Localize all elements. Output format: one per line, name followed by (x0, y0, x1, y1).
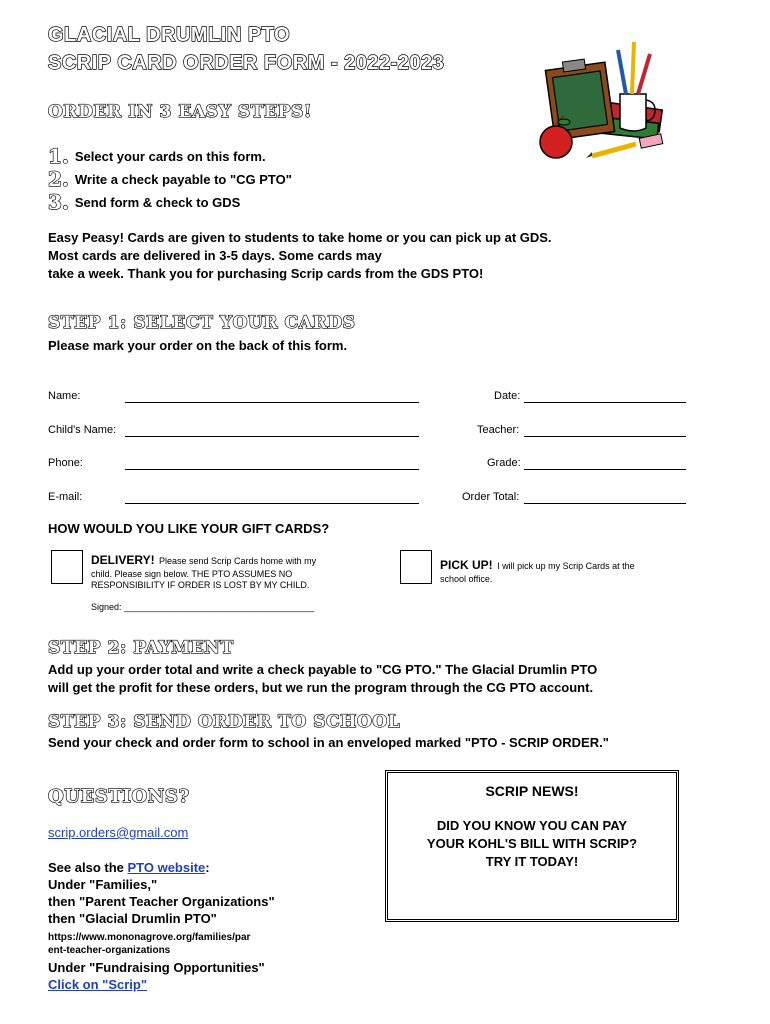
delivery-option (91, 551, 371, 591)
then-gdpto: then "Glacial Drumlin PTO" (48, 911, 217, 926)
childs-name-field[interactable] (125, 436, 419, 437)
intro-line-2: Most cards are delivered in 3-5 days. Some cards may (48, 248, 382, 263)
order-total-field[interactable] (524, 503, 686, 504)
step-item-2 (48, 167, 292, 191)
step2-line-2: will get the profit for these orders, but we run the program through the CG PTO account. (48, 680, 594, 695)
scrip-news-box (385, 770, 679, 922)
step2-heading: STEP 2: PAYMENT (48, 638, 234, 658)
pickup-text-2: school office. (440, 574, 493, 584)
pickup-checkbox[interactable] (400, 550, 432, 584)
news-line-3: TRY IT TODAY! (485, 854, 579, 869)
intro-line-1: Easy Peasy! Cards are given to students to take home or you can pick up at GDS. (48, 230, 552, 245)
step3-heading: STEP 3: SEND ORDER TO SCHOOL (48, 712, 401, 732)
delivery-question: HOW WOULD YOU LIKE YOUR GIFT CARDS? (48, 521, 330, 536)
intro-line-3: take a week. Thank you for purchasing Scrip cards from the GDS PTO! (48, 266, 484, 281)
step1-subtitle: Please mark your order on the back of this form. (48, 338, 348, 353)
email-field[interactable] (125, 503, 419, 504)
form-title-line2: SCRIP CARD ORDER FORM - 2022-2023 (48, 52, 445, 74)
delivery-text-1: Please send Scrip Cards home with my (159, 556, 317, 566)
see-also-suffix: : (205, 860, 210, 875)
news-body (388, 817, 676, 871)
pickup-text-1: I will pick up my Scrip Cards at the (497, 561, 635, 571)
news-line-1: DID YOU KNOW YOU CAN PAY (436, 818, 628, 833)
then-pto: then "Parent Teacher Organizations" (48, 894, 275, 909)
pto-url (48, 931, 250, 957)
form-title-line1: GLACIAL DRUMLIN PTO (48, 24, 291, 46)
name-label: Name: (48, 390, 81, 402)
step-number: 3. (48, 190, 69, 214)
delivery-text-3: RESPONSIBILITY IF ORDER IS LOST BY MY CHILD. (91, 580, 310, 590)
order-steps-heading: ORDER IN 3 EASY STEPS! (48, 102, 312, 122)
teacher-field[interactable] (524, 436, 686, 437)
url-line-2: ent-teacher-organizations (48, 945, 171, 956)
news-line-2: YOUR KOHL'S BILL WITH SCRIP? (426, 836, 638, 851)
childs-name-label: Child's Name: (48, 424, 117, 436)
name-field[interactable] (125, 402, 419, 403)
url-line-1: https://www.mononagrove.org/families/par (48, 932, 251, 943)
school-supplies-clipart (536, 36, 668, 166)
grade-field[interactable] (524, 469, 686, 470)
pto-website-link[interactable]: PTO website (127, 860, 206, 875)
email-label: E-mail: (48, 491, 83, 503)
delivery-title: DELIVERY! (91, 553, 155, 567)
date-label: Date: (494, 390, 521, 402)
signature-line[interactable]: Signed: ______________________________________ (91, 602, 315, 612)
step1-heading: STEP 1: SELECT YOUR CARDS (48, 313, 356, 333)
date-field[interactable] (524, 402, 686, 403)
step-number: 1. (48, 144, 69, 168)
contact-email-link[interactable]: scrip.orders@gmail.com (48, 825, 189, 840)
questions-heading: QUESTIONS? (48, 786, 190, 807)
phone-label: Phone: (48, 457, 83, 469)
order-total-label: Order Total: (462, 491, 520, 503)
teacher-label: Teacher: (477, 424, 520, 436)
step3-line-1: Send your check and order form to school in an enveloped marked "PTO - SCRIP ORDER." (48, 735, 609, 750)
under-families: Under "Families," (48, 877, 158, 892)
news-title: SCRIP NEWS! (485, 783, 579, 799)
under-fundraising: Under "Fundraising Opportunities" (48, 960, 265, 975)
fundraising-block (48, 959, 265, 993)
step-text: Send form & check to GDS (74, 195, 241, 210)
step2-paragraph (48, 661, 597, 697)
intro-paragraph (48, 229, 552, 283)
see-also-prefix: See also the (48, 860, 128, 875)
click-scrip-link[interactable]: Click on "Scrip" (48, 977, 148, 992)
delivery-text-2: child. Please sign below. THE PTO ASSUMES NO (91, 569, 293, 579)
step-number: 2. (48, 167, 69, 191)
delivery-checkbox[interactable] (51, 550, 83, 584)
step2-line-1: Add up your order total and write a check payable to "CG PTO." The Glacial Drumlin PTO (48, 662, 598, 677)
phone-field[interactable] (125, 469, 419, 470)
step-item-3 (48, 190, 240, 214)
step-item-1 (48, 144, 266, 168)
grade-label: Grade: (487, 457, 521, 469)
step-text: Write a check payable to "CG PTO" (74, 172, 292, 187)
step-text: Select your cards on this form. (74, 149, 266, 164)
pickup-title: PICK UP! (440, 558, 493, 572)
pickup-option (440, 556, 680, 585)
see-also-block (48, 859, 275, 927)
